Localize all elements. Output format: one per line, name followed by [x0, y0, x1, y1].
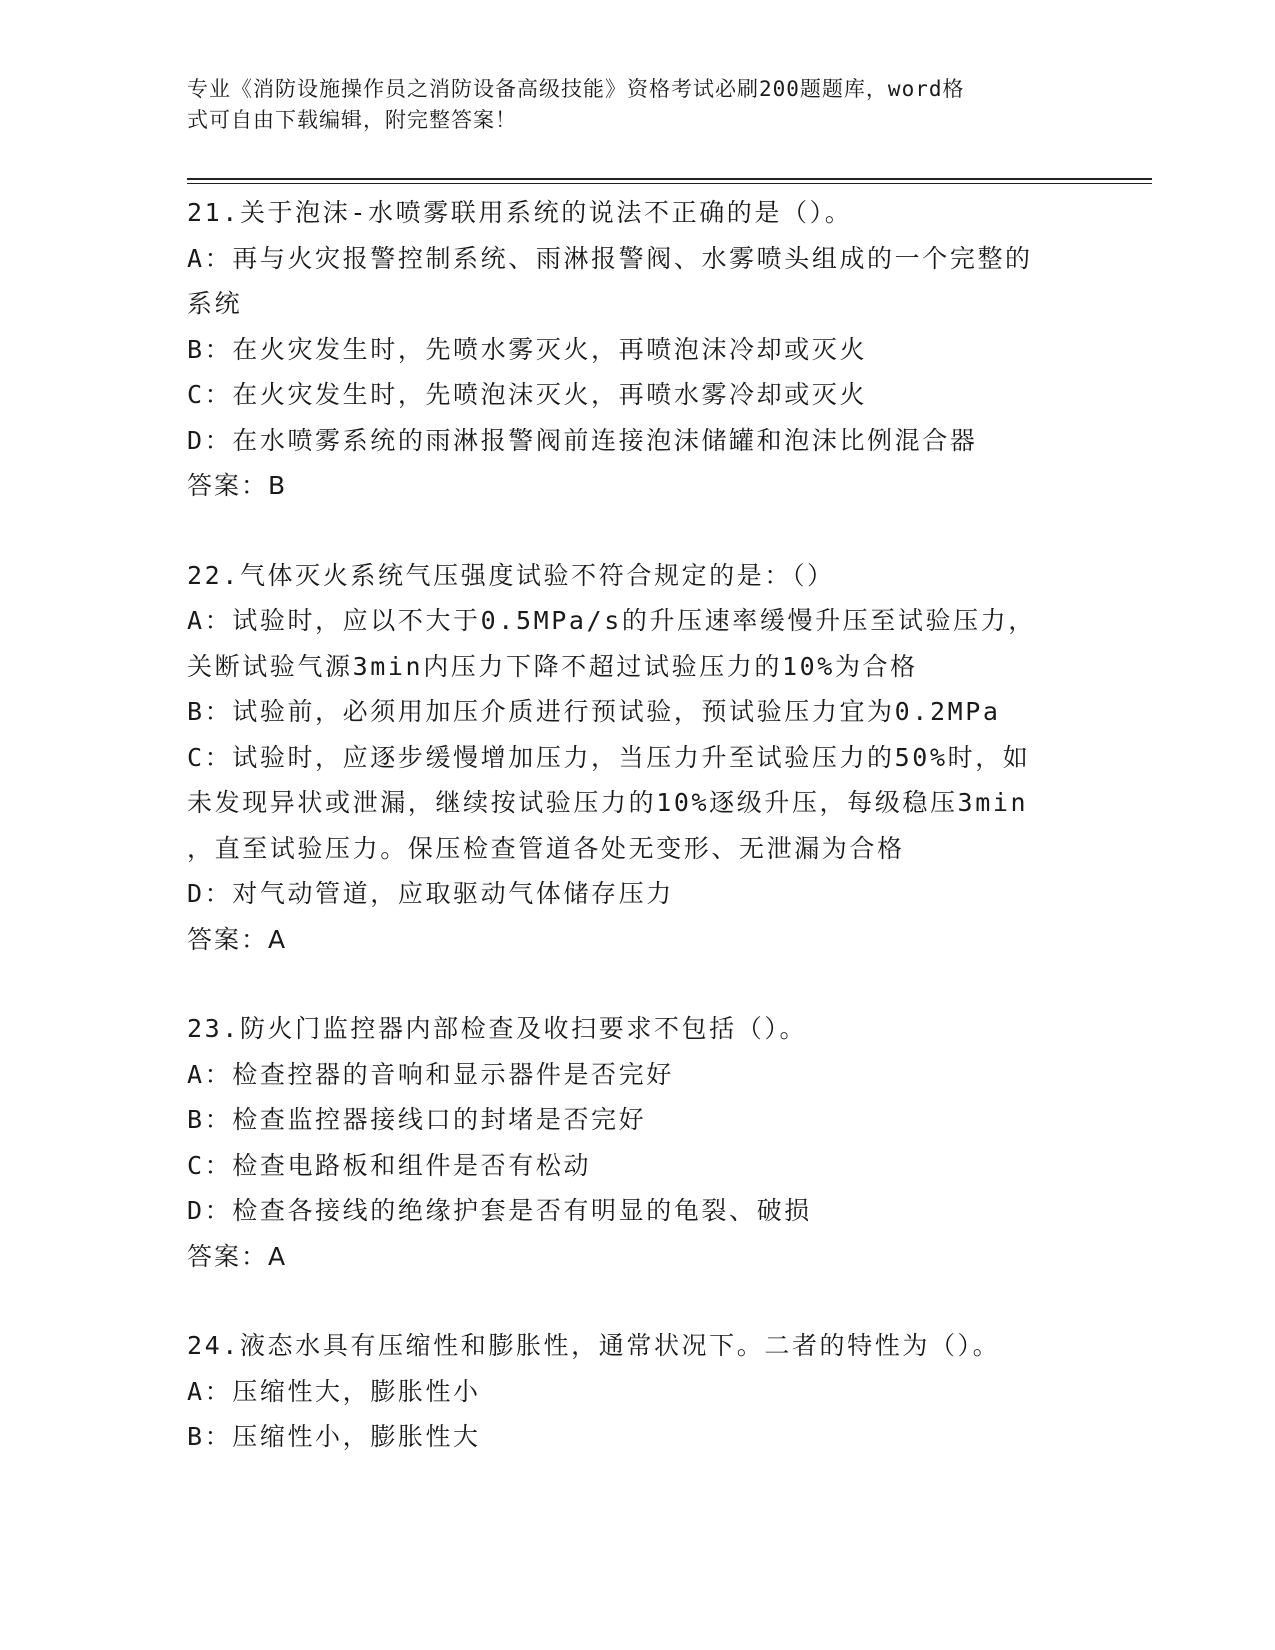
option-line: D：对气动管道，应取驱动气体储存压力 [187, 879, 674, 908]
option-line: 关断试验气源3min内压力下降不超过试验压力的10%为合格 [187, 651, 918, 681]
question-stem: 22.气体灭火系统气压强度试验不符合规定的是：（） [187, 560, 835, 590]
header-line-2: 式可自由下载编辑，附完整答案！ [187, 108, 517, 132]
option-line: A：检查控器的音响和显示器件是否完好 [187, 1059, 674, 1089]
option-line: C：在火灾发生时，先喷泡沫灭火，再喷水雾冷却或灭火 [187, 380, 868, 409]
option-line: 系统 [187, 289, 243, 318]
option-line: D：在水喷雾系统的雨淋报警阀前连接泡沫储罐和泡沫比例混合器 [187, 425, 978, 455]
question-24 [187, 1323, 1087, 1460]
answer-line: 答案：A [187, 1241, 288, 1271]
option-line: B：试验前，必须用加压介质进行预试验，预试验压力宜为0.2MPa [187, 697, 1001, 726]
option-line: A：压缩性大，膨胀性小 [187, 1376, 481, 1406]
question-22 [187, 553, 1087, 963]
question-stem: 21.关于泡沫-水喷雾联用系统的说法不正确的是（）。 [187, 198, 853, 227]
option-line: ，直至试验压力。保压检查管道各处无变形、无泄漏为合格 [187, 833, 905, 863]
question-21 [187, 190, 1087, 509]
option-line: D：检查各接线的绝缘护套是否有明显的龟裂、破损 [187, 1196, 812, 1225]
option-line: B：检查监控器接线口的封堵是否完好 [187, 1105, 647, 1134]
question-23 [187, 1006, 1087, 1279]
question-stem: 23.防火门监控器内部检查及收扫要求不包括（）。 [187, 1014, 808, 1043]
document-header [187, 74, 1067, 136]
option-line: 未发现异状或泄漏，继续按试验压力的10%逐级升压，每级稳压3min [187, 788, 1029, 817]
option-line: B：压缩性小，膨胀性大 [187, 1422, 481, 1451]
header-line-1: 专业《消防设施操作员之消防设备高级技能》资格考试必刷200题题库，word格 [187, 77, 965, 101]
question-stem: 24.液态水具有压缩性和膨胀性，通常状况下。二者的特性为（）。 [187, 1331, 1001, 1360]
question-list [187, 190, 1087, 1504]
option-line: C：检查电路板和组件是否有松动 [187, 1150, 592, 1180]
option-line: C：试验时，应逐步缓慢增加压力，当压力升至试验压力的50%时，如 [187, 742, 1031, 772]
option-line: A：再与火灾报警控制系统、雨淋报警阀、水雾喷头组成的一个完整的 [187, 243, 1033, 273]
answer-line: 答案：B [187, 471, 288, 500]
option-line: B：在火灾发生时，先喷水雾灭火，再喷泡沫冷却或灭火 [187, 334, 868, 364]
answer-line: 答案：A [187, 924, 288, 954]
option-line: A：试验时，应以不大于0.5MPa/s的升压速率缓慢升压至试验压力， [187, 606, 1036, 635]
header-divider [187, 178, 1152, 184]
